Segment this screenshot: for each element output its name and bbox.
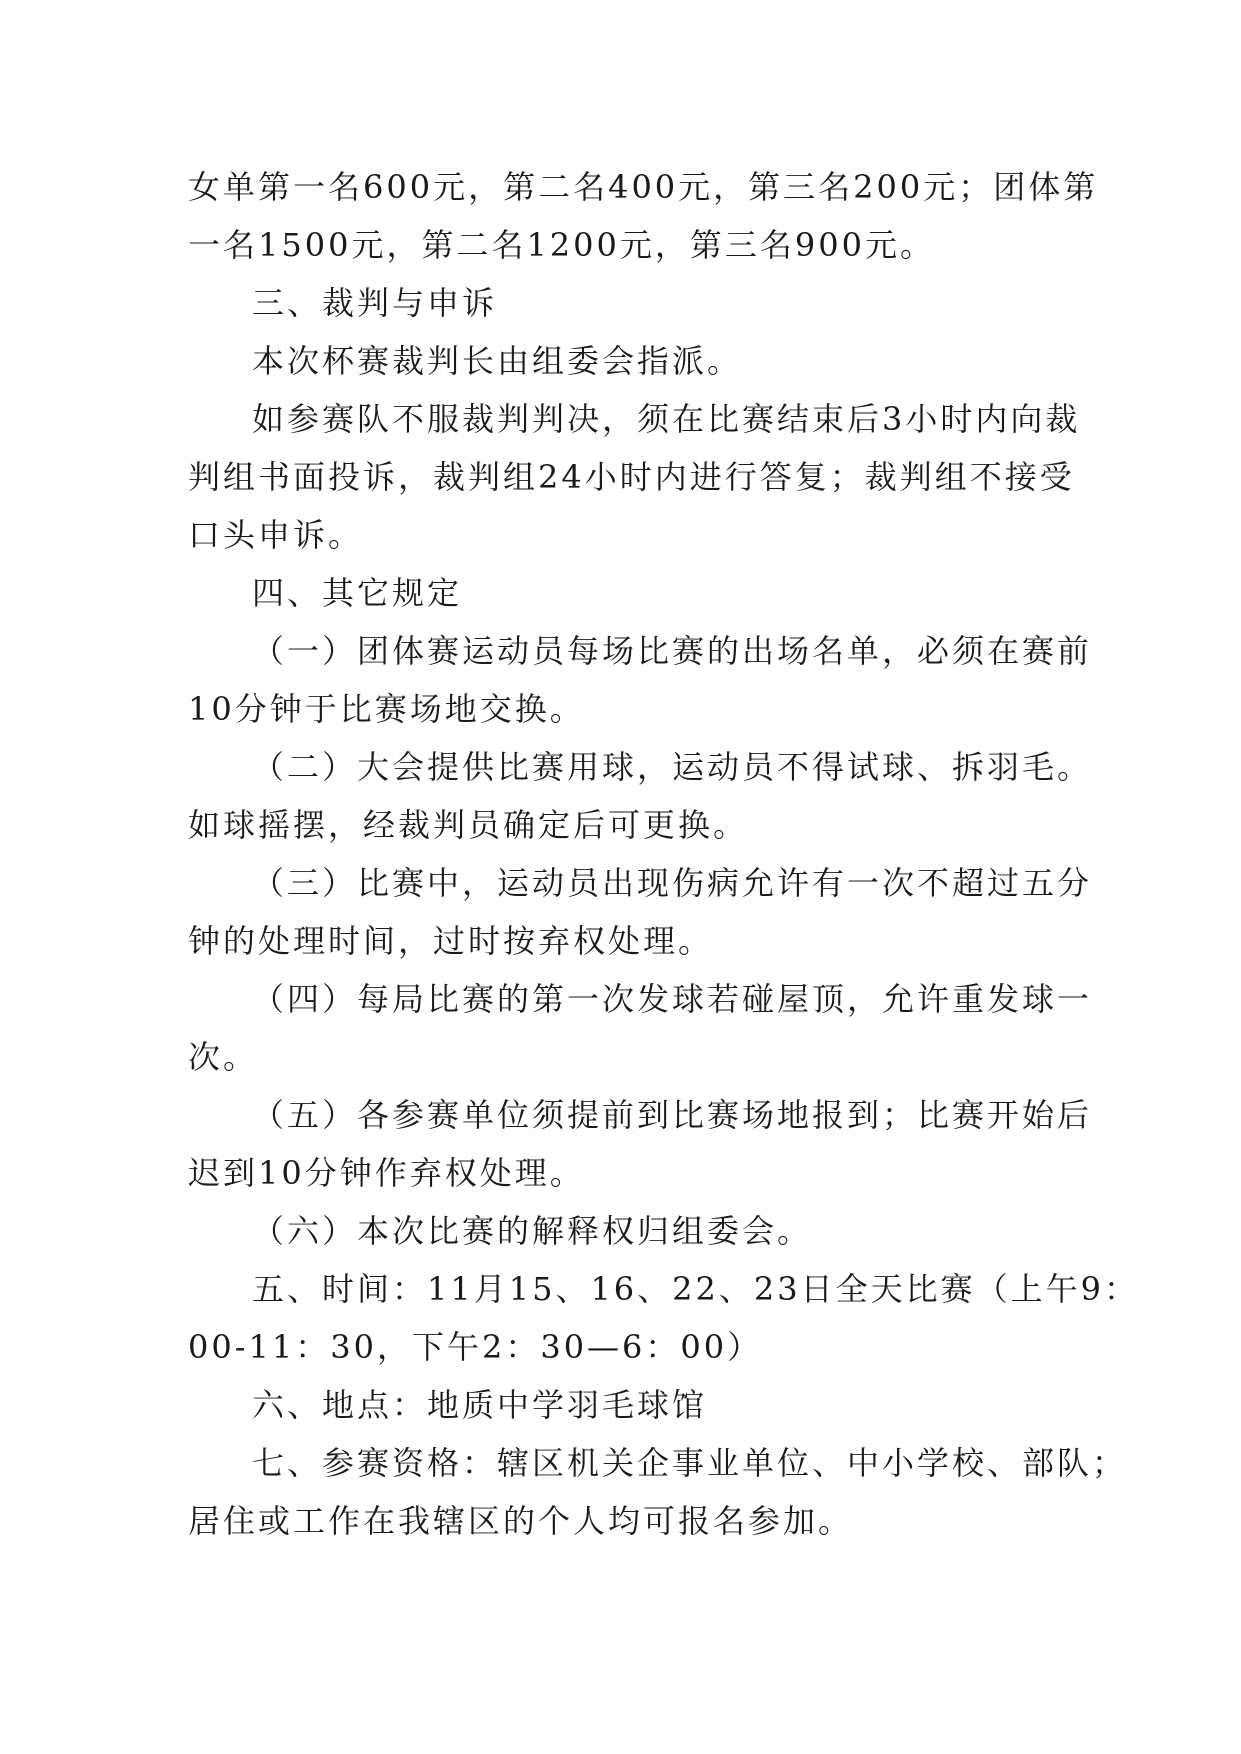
section-heading-other-rules: 四、其它规定 xyxy=(252,574,463,612)
appeal-line-1: 如参赛队不服裁判判决，须在比赛结束后3小时内向裁 xyxy=(252,400,1081,438)
rule-5-line-1: （五）各参赛单位须提前到比赛场地报到；比赛开始后 xyxy=(252,1096,1093,1134)
document-body xyxy=(188,158,1139,1550)
time-line-2: 00-11：30，下午2：30—6：00） xyxy=(188,1328,763,1366)
time-line-1: 五、时间：11月15、16、22、23日全天比赛（上午9： xyxy=(252,1270,1139,1308)
rule-2-line-2: 如球摇摆，经裁判员确定后可更换。 xyxy=(188,806,749,844)
prize-line-2: 一名1500元，第二名1200元，第三名900元。 xyxy=(188,226,935,264)
rule-5-line-2: 迟到10分钟作弃权处理。 xyxy=(188,1154,585,1192)
rule-1-line-1: （一）团体赛运动员每场比赛的出场名单，必须在赛前 xyxy=(252,632,1093,670)
rule-6-line: （六）本次比赛的解释权归组委会。 xyxy=(252,1212,813,1250)
eligibility-line-1: 七、参赛资格：辖区机关企事业单位、中小学校、部队； xyxy=(252,1444,1128,1482)
appeal-line-2: 判组书面投诉，裁判组24小时内进行答复；裁判组不接受 xyxy=(188,458,1075,496)
eligibility-line-2: 居住或工作在我辖区的个人均可报名参加。 xyxy=(188,1502,854,1540)
location-line: 六、地点：地质中学羽毛球馆 xyxy=(252,1386,708,1424)
prize-line-1: 女单第一名600元，第二名400元，第三名200元；团体第 xyxy=(188,168,1099,206)
referee-paragraph: 本次杯赛裁判长由组委会指派。 xyxy=(252,342,743,380)
section-heading-referee: 三、裁判与申诉 xyxy=(252,284,498,322)
rule-1-line-2: 10分钟于比赛场地交换。 xyxy=(188,690,585,728)
rule-4-line-2: 次。 xyxy=(188,1038,259,1076)
appeal-line-3: 口头申诉。 xyxy=(188,516,364,554)
rule-3-line-2: 钟的处理时间，过时按弃权处理。 xyxy=(188,922,714,960)
rule-4-line-1: （四）每局比赛的第一次发球若碰屋顶，允许重发球一 xyxy=(252,980,1093,1018)
rule-3-line-1: （三）比赛中，运动员出现伤病允许有一次不超过五分 xyxy=(252,864,1093,902)
rule-2-line-1: （二）大会提供比赛用球，运动员不得试球、拆羽毛。 xyxy=(252,748,1093,786)
